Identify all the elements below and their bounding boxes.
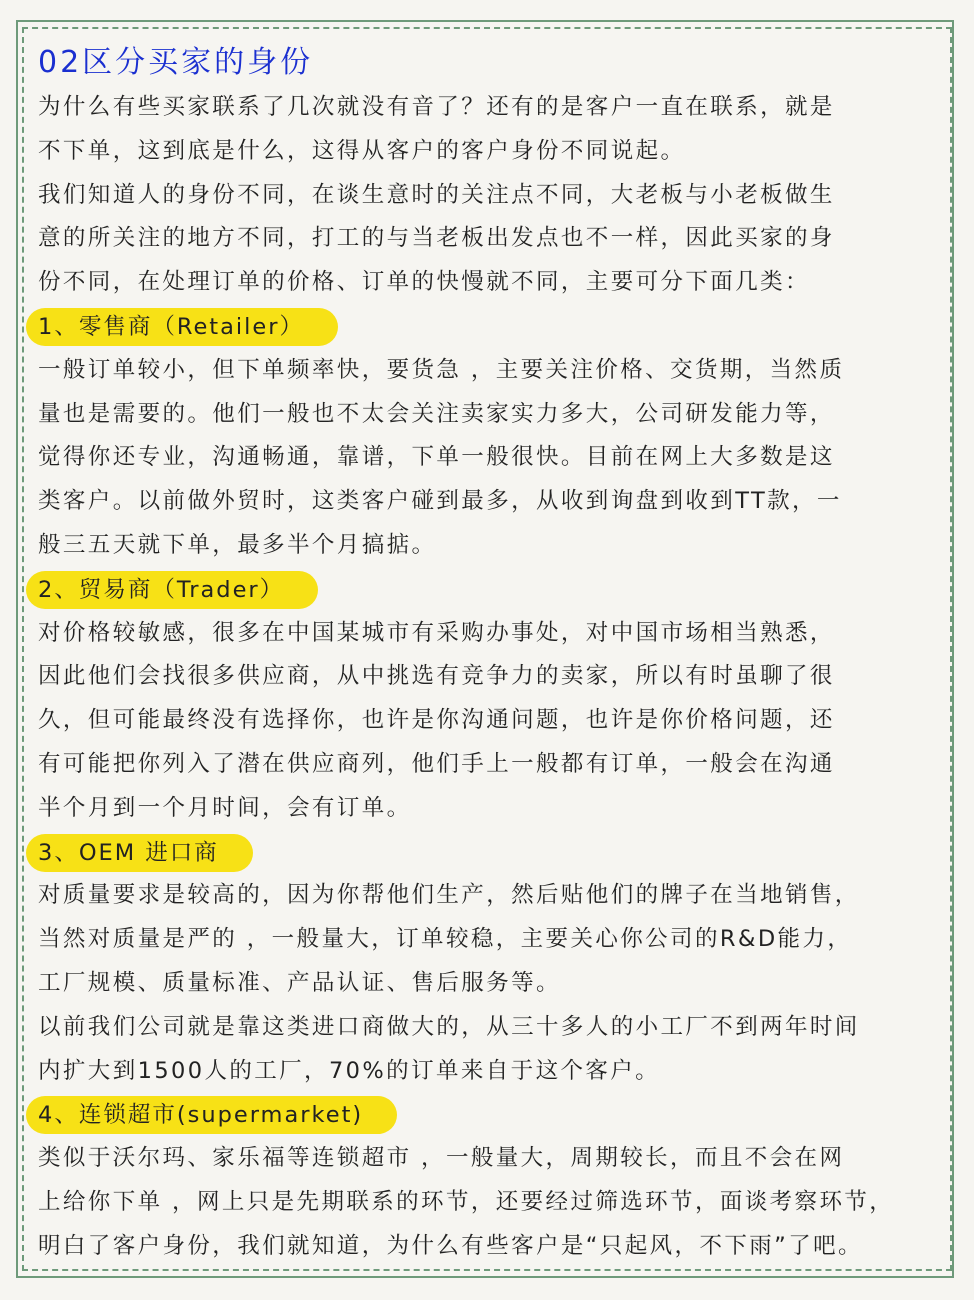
- section-heading-retailer: 1、零售商（Retailer）: [26, 308, 338, 346]
- article-content: [38, 40, 948, 1269]
- section-body-trader: [38, 612, 948, 831]
- text-line: 为什么有些买家联系了几次就没有音了？还有的是客户一直在联系，就是: [38, 94, 835, 120]
- section-body-supermarket: [38, 1137, 948, 1268]
- text-line: 觉得你还专业，沟通畅通，靠谱，下单一般很快。目前在网上大多数是这: [38, 444, 835, 471]
- text-line: 一般订单较小，但下单频率快，要货急 ，主要关注价格、交货期，当然质: [38, 356, 845, 383]
- text-line: 当然对质量是严的 ，一般量大，订单较稳，主要关心你公司的R&D能力，: [38, 926, 853, 953]
- text-line: 量也是需要的。他们一般也不太会关注卖家实力多大，公司研发能力等，: [38, 400, 835, 427]
- section-heading-row: [38, 1093, 948, 1137]
- section-heading-trader: 2、贸易商（Trader）: [26, 571, 318, 609]
- text-line: 明白了客户身份，我们就知道，为什么有些客户是“只起风，不下雨”了吧。: [38, 1232, 863, 1259]
- text-line: 意的所关注的地方不同，打工的与当老板出发点也不一样，因此买家的身: [38, 225, 835, 252]
- text-line: 内扩大到1500人的工厂，70%的订单来自于这个客户。: [38, 1057, 661, 1084]
- text-line: 上给你下单 ，网上只是先期联系的环节，还要经过筛选环节，面谈考察环节，: [38, 1188, 895, 1215]
- intro-paragraph: [38, 86, 948, 305]
- section-heading-row: [38, 305, 948, 349]
- text-line: 般三五天就下单，最多半个月搞掂。: [38, 531, 437, 558]
- text-line: 我们知道人的身份不同，在谈生意时的关注点不同，大老板与小老板做生: [38, 181, 835, 208]
- text-line: 不下单，这到底是什么，这得从客户的客户身份不同说起。: [38, 137, 686, 164]
- section-body-retailer: [38, 349, 948, 568]
- text-line: 对价格较敏感，很多在中国某城市有采购办事处，对中国市场相当熟悉，: [38, 619, 835, 646]
- text-line: 因此他们会找很多供应商，从中挑选有竞争力的卖家，所以有时虽聊了很: [38, 663, 835, 690]
- section-heading-oem: 3、OEM 进口商: [26, 834, 253, 872]
- text-line: 工厂规模、质量标准、产品认证、售后服务等。: [38, 969, 561, 996]
- text-line: 以前我们公司就是靠这类进口商做大的，从三十多人的小工厂不到两年时间: [38, 1013, 860, 1040]
- text-line: 对质量要求是较高的，因为你帮他们生产，然后贴他们的牌子在当地销售，: [38, 882, 860, 909]
- section-heading-row: [38, 831, 948, 875]
- section-body-oem: [38, 874, 948, 1093]
- text-line: 久，但可能最终没有选择你，也许是你沟通问题，也许是你价格问题，还: [38, 707, 835, 734]
- text-line: 类似于沃尔玛、家乐福等连锁超市 ，一般量大，周期较长，而且不会在网: [38, 1145, 845, 1172]
- section-heading-row: [38, 568, 948, 612]
- text-line: 半个月到一个月时间，会有订单。: [38, 794, 412, 821]
- text-line: 有可能把你列入了潜在供应商列，他们手上一般都有订单，一般会在沟通: [38, 750, 835, 777]
- page-title: 02区分买家的身份: [38, 45, 314, 80]
- section-heading-supermarket: 4、连锁超市(supermarket): [26, 1096, 397, 1134]
- text-line: 类客户。以前做外贸时，这类客户碰到最多，从收到询盘到收到TT款，一: [38, 488, 842, 515]
- text-line: 份不同，在处理订单的价格、订单的快慢就不同，主要可分下面几类：: [38, 269, 810, 296]
